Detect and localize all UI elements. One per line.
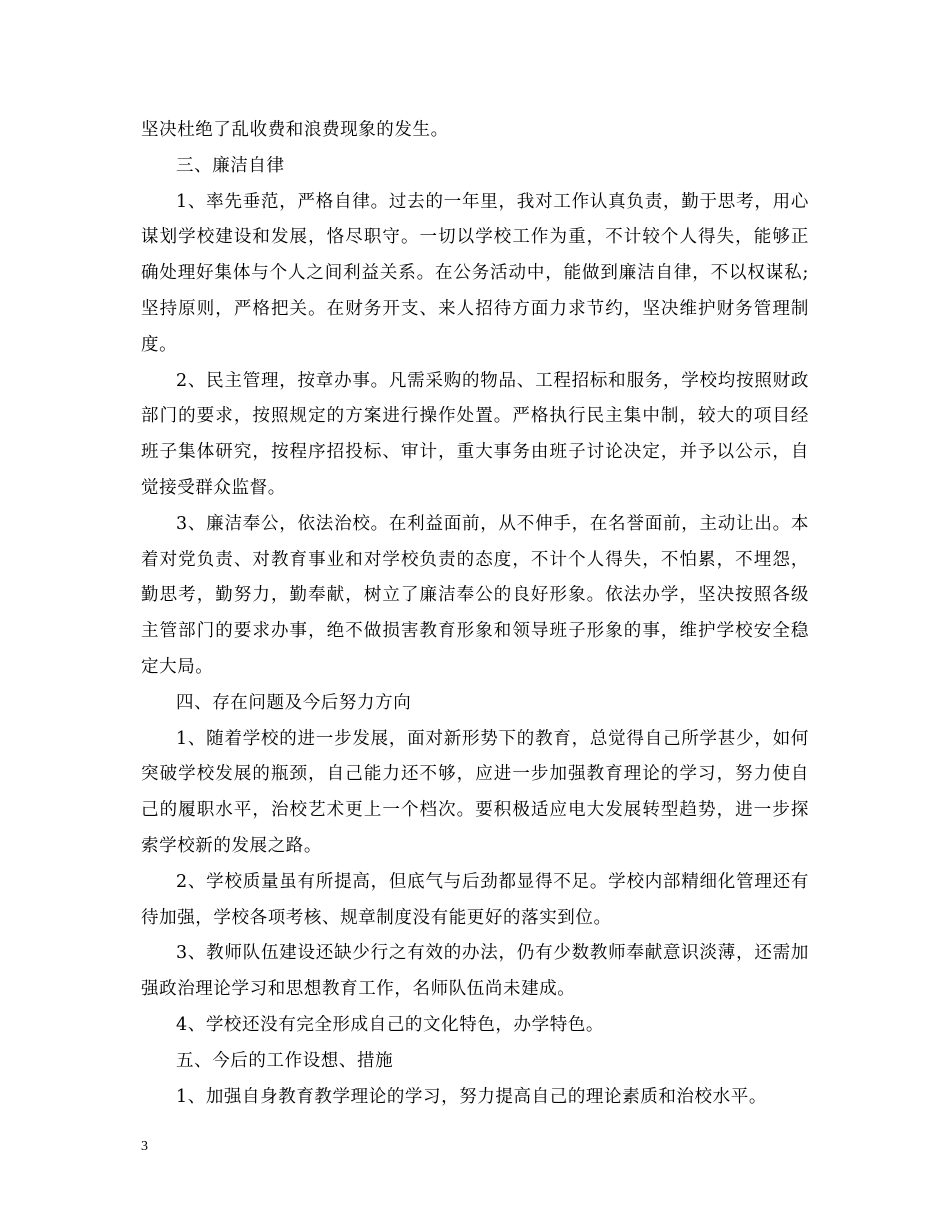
paragraph-problem-1: 1、随着学校的进一步发展，面对新形势下的教育，总觉得自己所学甚少，如何突破学校发展的瓶颈，自己能力还不够，应进一步加强教育理论的学习，努力使自己的履职水平，治校艺术更上一个档次。要积极适应电大发展转型趋势，进一步探索学校新的发展之路。 <box>141 728 809 856</box>
paragraph-rule-of-law: 3、廉洁奉公，依法治校。在利益面前，从不伸手，在名誉面前，主动让出。本着对党负责、对教育事业和对学校负责的态度，不计个人得失，不怕累，不埋怨，勤思考，勤努力，勤奉献，树立了廉洁奉公的良好形象。依法办学，坚决按照各级主管部门的要求办事，绝不做损害教育形象和领导班子形象的事，维护学校安全稳定大局。 <box>141 513 809 677</box>
section-heading-problems: 四、存在问题及今后努力方向 <box>176 692 412 713</box>
section-heading-future-plans: 五、今后的工作设想、措施 <box>176 1050 394 1071</box>
paragraph-problem-4: 4、学校还没有完全形成自己的文化特色，办学特色。 <box>176 1014 605 1035</box>
page-number: 3 <box>141 1139 148 1154</box>
paragraph-problem-2: 2、学校质量虽有所提高，但底气与后劲都显得不足。学校内部精细化管理还有待加强，学校各项考核、规章制度没有能更好的落实到位。 <box>141 871 809 928</box>
paragraph-self-discipline: 1、率先垂范，严格自律。过去的一年里，我对工作认真负责，勤于思考，用心谋划学校建设和发展，恪尽职守。一切以学校工作为重，不计较个人得失，能够正确处理好集体与个人之间利益关系。在公务活动中，能做到廉洁自律，不以权谋私;坚持原则，严格把关。在财务开支、来人招待方面力求节约，坚决维护财务管理制度。 <box>141 191 809 355</box>
section-heading-integrity: 三、廉洁自律 <box>176 155 285 176</box>
paragraph-continuation: 坚决杜绝了乱收费和浪费现象的发生。 <box>141 120 449 140</box>
paragraph-democratic-management: 2、民主管理，按章办事。凡需采购的物品、工程招标和服务，学校均按照财政部门的要求，按照规定的方案进行操作处置。严格执行民主集中制，较大的项目经班子集体研究，按程序招投标、审计，重大事务由班子讨论决定，并予以公示，自觉接受群众监督。 <box>141 370 809 498</box>
document-body <box>141 113 809 1115</box>
paragraph-problem-3: 3、教师队伍建设还缺少行之有效的办法，仍有少数教师奉献意识淡薄，还需加强政治理论学习和思想教育工作，名师队伍尚未建成。 <box>141 943 809 1000</box>
paragraph-plan-1: 1、加强自身教育教学理论的学习，努力提高自己的理论素质和治校水平。 <box>176 1086 767 1107</box>
